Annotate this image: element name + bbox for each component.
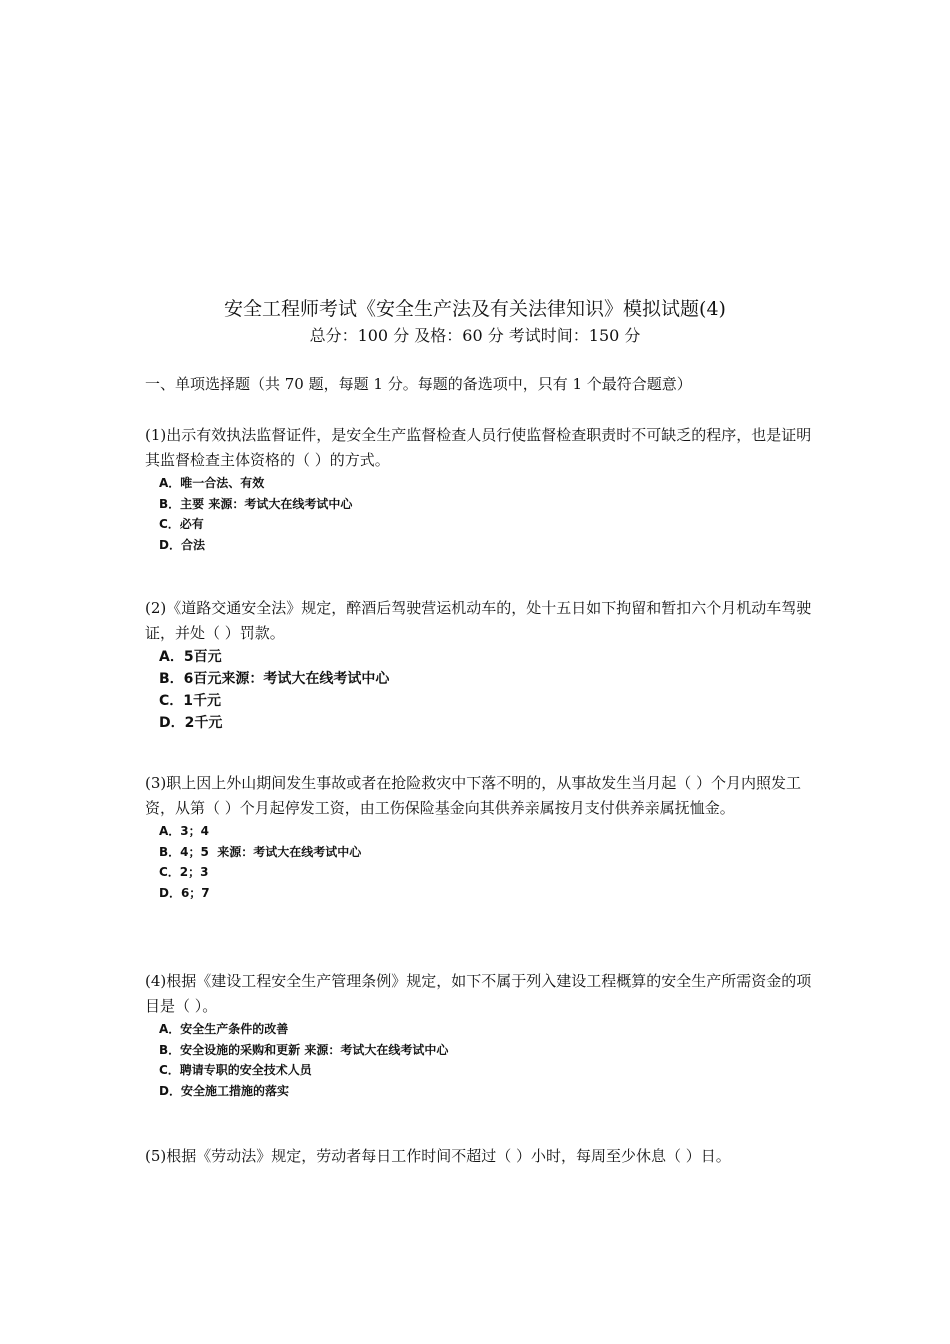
- option-a: [145, 473, 817, 494]
- question-stem: (2)《道路交通安全法》规定，醉酒后驾驶营运机动车的，处十五日如下拘留和暂扣六个月机动车驾驶证，并处（ ）罚款。: [145, 599, 812, 642]
- question-2: [145, 596, 817, 734]
- question-4: [145, 969, 817, 1101]
- question-stem: (1)出示有效执法监督证件，是安全生产监督检查人员行使监督检查职责时不可缺乏的程序，也是证明其监督检查主体资格的（ ）的方式。: [145, 426, 812, 469]
- section-heading: 一、单项选择题（共 70 题，每题 1 分。每题的备选项中，只有 1 个最符合题意）: [145, 375, 692, 393]
- option-text: A．5百元: [159, 649, 222, 665]
- option-c: [145, 690, 817, 712]
- source-note: 来源：考试大在线考试中心: [221, 671, 390, 687]
- option-text: D．6；7: [159, 885, 210, 900]
- option-text: B．4；5: [159, 844, 209, 859]
- source-note: 来源：考试大在线考试中心: [217, 844, 362, 859]
- question-stem: (5)根据《劳动法》规定，劳动者每日工作时间不超过（ ）小时，每周至少休息（ ）日。: [145, 1147, 731, 1165]
- option-list: [145, 473, 817, 555]
- option-text: B．主要: [159, 496, 205, 511]
- option-a: [145, 646, 817, 668]
- source-note: 来源：考试大在线考试中心: [208, 496, 353, 511]
- option-b: [145, 842, 817, 863]
- option-list: [145, 821, 817, 903]
- option-text: B．6百元: [159, 671, 222, 687]
- document-title: 安全工程师考试《安全生产法及有关法律知识》模拟试题(4): [224, 298, 726, 320]
- option-d: [145, 883, 817, 904]
- option-b: [145, 1040, 817, 1061]
- question-5: [145, 1144, 817, 1169]
- option-text: C．必有: [159, 517, 204, 531]
- option-d: [145, 1081, 817, 1102]
- option-a: [145, 1019, 817, 1040]
- option-list: [145, 1019, 817, 1101]
- option-text: D．2千元: [159, 715, 223, 731]
- option-a: [145, 821, 817, 842]
- question-3: [145, 771, 817, 903]
- option-text: A．唯一合法、有效: [159, 476, 265, 490]
- option-text: A．3；4: [159, 824, 209, 838]
- option-text: C．2；3: [159, 865, 209, 879]
- option-list: [145, 646, 817, 734]
- exam-info: 总分：100 分 及格：60 分 考试时间：150 分: [309, 326, 641, 345]
- option-text: C．1千元: [159, 693, 222, 709]
- option-d: [145, 712, 817, 734]
- option-b: [145, 668, 817, 690]
- option-text: A．安全生产条件的改善: [159, 1022, 289, 1036]
- option-text: B．安全设施的采购和更新: [159, 1042, 301, 1057]
- option-c: [145, 1060, 817, 1081]
- option-text: D．安全施工措施的落实: [159, 1083, 289, 1098]
- option-b: [145, 494, 817, 515]
- option-c: [145, 514, 817, 535]
- question-1: [145, 423, 817, 555]
- source-note: 来源：考试大在线考试中心: [304, 1042, 449, 1057]
- option-text: D．合法: [159, 537, 205, 552]
- option-d: [145, 535, 817, 556]
- question-stem: (3)职上因上外山期间发生事故或者在抢险救灾中下落不明的，从事故发生当月起（ ）个月内照发工资，从第（ ）个月起停发工资，由工伤保险基金向其供养亲属按月支付供养亲属抚恤金。: [145, 774, 802, 817]
- question-stem: (4)根据《建设工程安全生产管理条例》规定，如下不属于列入建设工程概算的安全生产所需资金的项目是（ ）。: [145, 972, 812, 1015]
- option-c: [145, 862, 817, 883]
- option-text: C．聘请专职的安全技术人员: [159, 1063, 312, 1077]
